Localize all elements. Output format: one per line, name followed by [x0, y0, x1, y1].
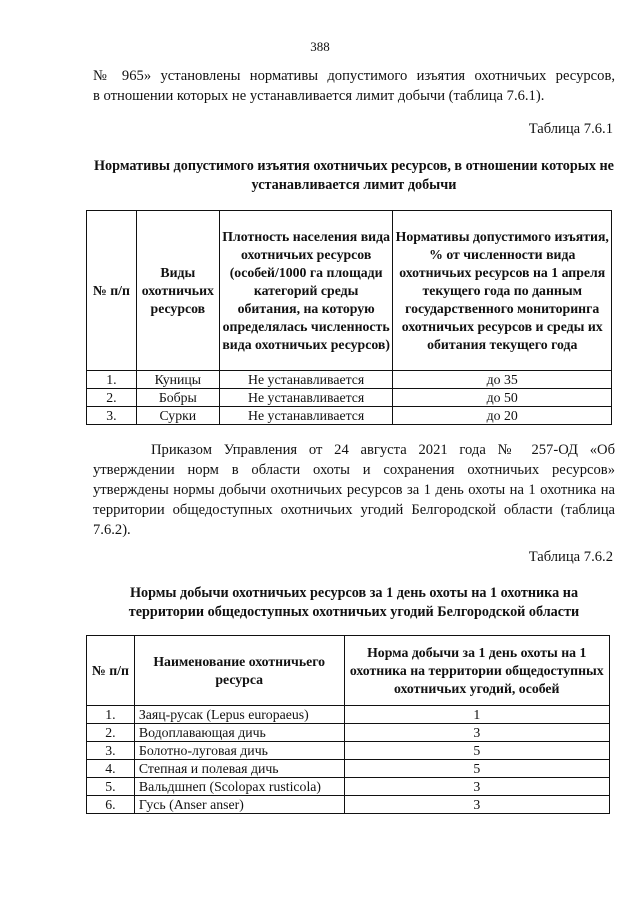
header-daily-norm: Норма добычи за 1 день охоты на 1 охотника на территории общедоступных охотничьих угодий, особей	[344, 636, 609, 706]
order-paragraph: Приказом Управления от 24 августа 2021 года № 257-ОД «Об утверждении норм в области охоты и сохранения охотничьих ресурсов» утверждены нормы добычи охотничьих ресурсов за 1 день охоты на 1 охотника на территории общедоступных охотничьих угодий Белгородской области (таблица 7.6.2).	[93, 442, 615, 538]
page-number: 388	[310, 39, 330, 54]
row-resource: Водоплавающая дичь	[134, 724, 344, 742]
row-norm: до 50	[393, 389, 612, 407]
row-number: 2.	[87, 389, 137, 407]
header-number: № п/п	[87, 211, 137, 371]
table-7-6-2	[86, 635, 610, 814]
row-norm: до 20	[393, 407, 612, 425]
table-7-6-1-label: Таблица 7.6.1	[528, 121, 613, 137]
intro-line-1: № 965» установлены нормативы допустимого изъятия охотничьих ресурсов,	[93, 68, 615, 84]
table-row	[87, 371, 612, 389]
row-density: Не устанавливается	[219, 407, 393, 425]
row-daily-norm: 5	[344, 742, 609, 760]
table-header-row	[87, 636, 610, 706]
row-number: 4.	[87, 760, 135, 778]
header-norm: Нормативы допустимого изъятия, % от численности вида охотничьих ресурсов на 1 апреля текущего года по данным государственного мониторинга охотничьих ресурсов и среды их обитания текущего года	[393, 211, 612, 371]
table-header-row	[87, 211, 612, 371]
table-7-6-2-label: Таблица 7.6.2	[528, 549, 613, 565]
table-7-6-1-title: Нормативы допустимого изъятия охотничьих ресурсов, в отношении которых не устанавливается лимит добычи	[94, 158, 614, 193]
table-row	[87, 796, 610, 814]
row-number: 2.	[87, 724, 135, 742]
row-number: 3.	[87, 742, 135, 760]
row-daily-norm: 1	[344, 706, 609, 724]
row-number: 1.	[87, 371, 137, 389]
table-row	[87, 760, 610, 778]
table-row	[87, 778, 610, 796]
row-density: Не устанавливается	[219, 371, 393, 389]
intro-line-2: в отношении которых не устанавливается лимит добычи (таблица 7.6.1).	[93, 88, 545, 104]
header-species: Виды охотничьих ресурсов	[136, 211, 219, 371]
row-daily-norm: 3	[344, 796, 609, 814]
row-number: 1.	[87, 706, 135, 724]
table-7-6-1	[86, 210, 612, 425]
row-number: 6.	[87, 796, 135, 814]
row-number: 5.	[87, 778, 135, 796]
table-row	[87, 407, 612, 425]
row-resource: Заяц-русак (Lepus europaeus)	[134, 706, 344, 724]
header-number: № п/п	[87, 636, 135, 706]
intro-paragraph	[93, 66, 615, 106]
table-row	[87, 389, 612, 407]
table-row	[87, 706, 610, 724]
row-norm: до 35	[393, 371, 612, 389]
table-row	[87, 742, 610, 760]
row-daily-norm: 5	[344, 760, 609, 778]
row-density: Не устанавливается	[219, 389, 393, 407]
row-species: Сурки	[136, 407, 219, 425]
row-resource: Вальдшнеп (Scolopax rusticola)	[134, 778, 344, 796]
header-density: Плотность населения вида охотничьих ресурсов (особей/1000 га площади категорий среды обитания, на которую определялась численность вида охотничьих ресурсов)	[219, 211, 393, 371]
row-resource: Степная и полевая дичь	[134, 760, 344, 778]
row-species: Бобры	[136, 389, 219, 407]
row-daily-norm: 3	[344, 778, 609, 796]
row-species: Куницы	[136, 371, 219, 389]
row-resource: Гусь (Anser anser)	[134, 796, 344, 814]
table-7-6-2-title: Нормы добычи охотничьих ресурсов за 1 день охоты на 1 охотника на территории общедоступных охотничьих угодий Белгородской области	[128, 585, 580, 620]
header-resource: Наименование охотничьего ресурса	[134, 636, 344, 706]
row-daily-norm: 3	[344, 724, 609, 742]
row-number: 3.	[87, 407, 137, 425]
table-row	[87, 724, 610, 742]
row-resource: Болотно-луговая дичь	[134, 742, 344, 760]
